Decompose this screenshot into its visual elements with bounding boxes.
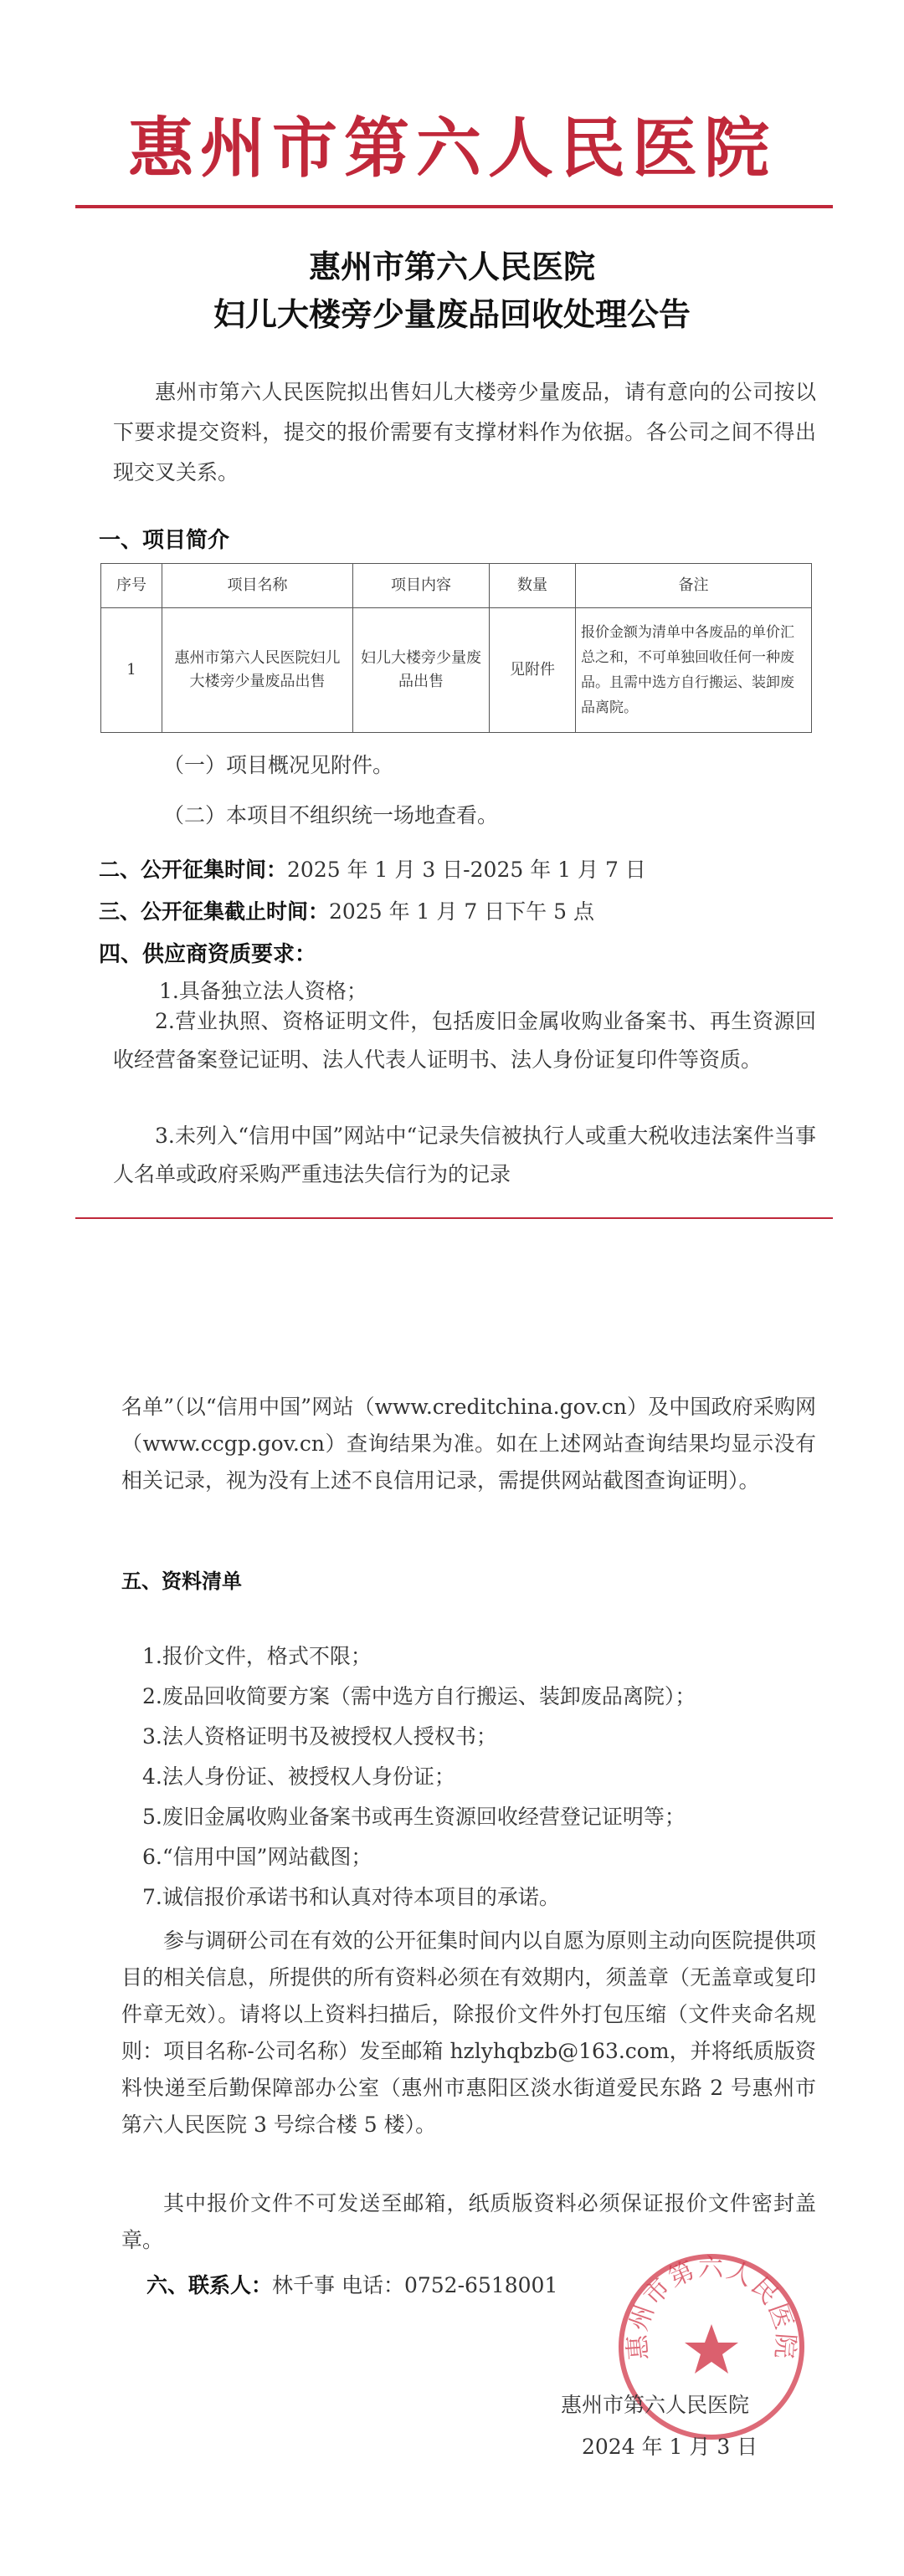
- section-2: [99, 853, 646, 883]
- list-item: 4.法人身份证、被授权人身份证；: [142, 1764, 455, 1789]
- cell-name: 惠州市第六人民医院妇儿大楼旁少量废品出售: [162, 608, 353, 733]
- header-content: 项目内容: [353, 564, 490, 608]
- svg-text:惠州市第六人民医院: 惠州市第六人民医院: [623, 2253, 800, 2362]
- section-1-heading: 一、项目简介: [99, 528, 230, 553]
- notice-title-line1: 惠州市第六人民医院: [308, 248, 595, 285]
- section-4-heading: 四、供应商资质要求：: [99, 942, 317, 967]
- requirement-3-part2: 名单”（以“信用中国”网站（www.creditchina.gov.cn）及中国政府采购网（www.ccgp.gov.cn）查询结果为准。如在上述网站查询结果均显示没有相关记录，视为没有上述不良信用记录，需提供网站截图查询证明）。: [121, 1395, 816, 1493]
- section-3-label: 三、公开征集截止时间：: [99, 899, 330, 924]
- masthead: 惠州市第六人民医院: [127, 111, 776, 187]
- header-name: 项目名称: [162, 564, 353, 608]
- cell-note: 报价金额为清单中各废品的单价汇总之和，不可单独回收任何一种废品。且需中选方自行搬运、装卸废品离院。: [576, 608, 812, 733]
- table-row: [101, 608, 812, 733]
- notice-title-line2: 妇儿大楼旁少量废品回收处理公告: [213, 295, 691, 333]
- header-no: 序号: [101, 564, 162, 608]
- list-item: 5.废旧金属收购业备案书或再生资源回收经营登记证明等；: [142, 1805, 686, 1829]
- submission-paragraph: 参与调研公司在有效的公开征集时间内以自愿为原则主动向医院提供项目的相关信息，所提供的所有资料必须在有效期内，须盖章（无盖章或复印件章无效）。请将以上资料扫描后，除报价文件外打包压缩（文件夹命名规则：项目名称-公司名称）发至邮箱 hzlyhqbzb@163.com，并将纸质版资料快递至后勤保障部办公室（惠州市惠阳区淡水街道爱民东路 2 号惠州市第六人民医院 3 号综合楼 5 楼）。: [121, 1928, 816, 2137]
- item-overview: （一）项目概况见附件。: [163, 753, 394, 777]
- project-table: [100, 563, 812, 733]
- header-note: 备注: [576, 564, 812, 608]
- list-item: 3.法人资格证明书及被授权人授权书；: [142, 1724, 497, 1749]
- intro-paragraph: 惠州市第六人民医院拟出售妇儿大楼旁少量废品，请有意向的公司按以下要求提交资料，提交的报价需要有支撑材料作为依据。各公司之间不得出现交叉关系。: [113, 380, 816, 484]
- sealing-note-paragraph: 其中报价文件不可发送至邮箱，纸质版资料必须保证报价文件密封盖章。: [121, 2191, 816, 2252]
- list-item: 1.报价文件，格式不限；: [142, 1644, 372, 1668]
- header-qty: 数量: [490, 564, 576, 608]
- table-header-row: [101, 564, 812, 608]
- contact-info: 林千事 电话：0752-6518001: [272, 2273, 558, 2297]
- list-item: 7.诚信报价承诺书和认真对待本项目的承诺。: [142, 1885, 560, 1909]
- contact-label: 六、联系人：: [146, 2273, 273, 2297]
- signature-date: 2024 年 1 月 3 日: [582, 2435, 758, 2459]
- collection-period: 2025 年 1 月 3 日-2025 年 1 月 7 日: [287, 858, 646, 882]
- deadline: 2025 年 1 月 7 日下午 5 点: [329, 899, 594, 924]
- requirement-1: 1.具备独立法人资格；: [159, 979, 367, 1003]
- list-item: 6.“信用中国”网站截图；: [142, 1845, 372, 1869]
- cell-content: 妇儿大楼旁少量废品出售: [353, 608, 490, 733]
- item-no-site-visit: （二）本项目不组织统一场地查看。: [163, 803, 499, 827]
- page-break-rule: [75, 1217, 833, 1219]
- section-5-heading: 五、资料清单: [121, 1569, 242, 1593]
- list-item: 2.废品回收简要方案（需中选方自行搬运、装卸废品离院）；: [142, 1684, 696, 1708]
- signature-organization: 惠州市第六人民医院: [561, 2393, 750, 2417]
- requirement-2: 2.营业执照、资格证明文件，包括废旧金属收购业备案书、再生资源回收经营备案登记证明、法人代表人证明书、法人身份证复印件等资质。: [113, 1009, 816, 1072]
- section-6-contact: [146, 2269, 557, 2299]
- requirement-3-part1: 3.未列入“信用中国”网站中“记录失信被执行人或重大税收违法案件当事人名单或政府采购严重违法失信行为的记录: [113, 1124, 816, 1186]
- cell-no: 1: [101, 608, 162, 733]
- masthead-rule: [75, 205, 833, 208]
- section-3: [99, 895, 594, 925]
- cell-qty: 见附件: [490, 608, 576, 733]
- section-2-label: 二、公开征集时间：: [99, 858, 288, 882]
